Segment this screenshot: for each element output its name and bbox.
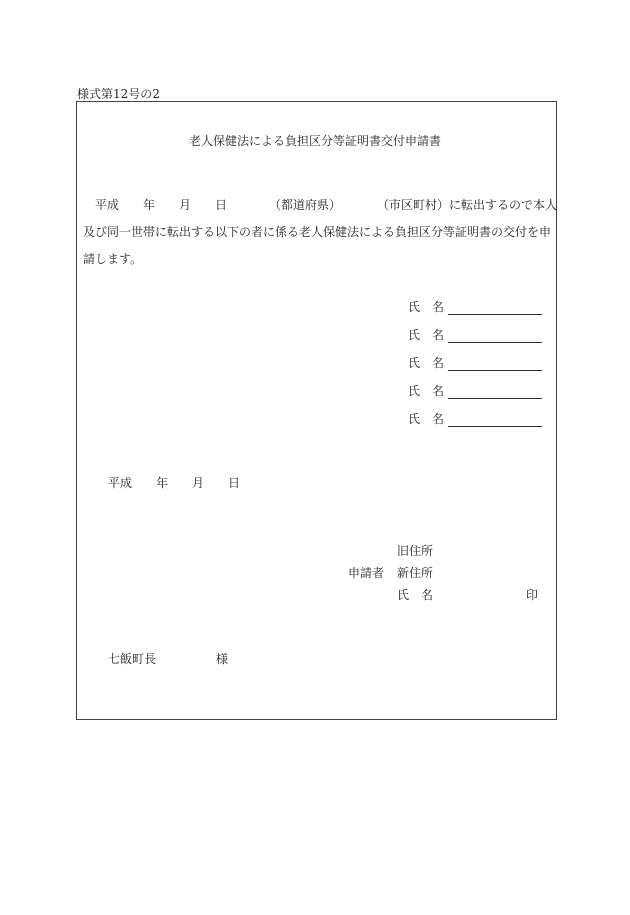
name-field-4[interactable]	[408, 382, 542, 399]
statement-line-1: 平成 年 月 日 （都道府県） （市区町村）に転出するので本人	[95, 198, 558, 212]
statement-line-2: 及び同一世帯に転出する以下の者に係る老人保健法による負担区分等証明書の交付を申	[83, 225, 552, 239]
name-label: 氏 名	[408, 328, 445, 342]
name-label: 氏 名	[408, 300, 445, 314]
seal-mark: 印	[526, 588, 539, 602]
name-blank[interactable]	[448, 358, 542, 371]
applicant-name-label: 氏 名	[397, 588, 434, 602]
application-date: 平成 年 月 日	[108, 476, 241, 490]
name-blank[interactable]	[448, 302, 542, 315]
name-field-1[interactable]	[408, 298, 542, 315]
name-label: 氏 名	[408, 356, 445, 370]
old-address-label: 旧住所	[397, 544, 434, 558]
application-statement	[83, 192, 558, 273]
name-field-3[interactable]	[408, 354, 542, 371]
new-address-label: 新住所	[397, 566, 434, 580]
form-title: 老人保健法による負担区分等証明書交付申請書	[188, 134, 441, 148]
name-blank[interactable]	[448, 414, 542, 427]
name-field-5[interactable]	[408, 410, 542, 427]
applicant-label: 申請者	[348, 566, 385, 580]
name-label: 氏 名	[408, 412, 445, 426]
form-number: 様式第12号の2	[77, 87, 160, 101]
name-field-2[interactable]	[408, 326, 542, 343]
name-label: 氏 名	[408, 384, 445, 398]
name-blank[interactable]	[448, 330, 542, 343]
name-blank[interactable]	[448, 386, 542, 399]
statement-line-3: 請します。	[83, 252, 143, 266]
addressee: 七飯町長 様	[108, 652, 229, 666]
